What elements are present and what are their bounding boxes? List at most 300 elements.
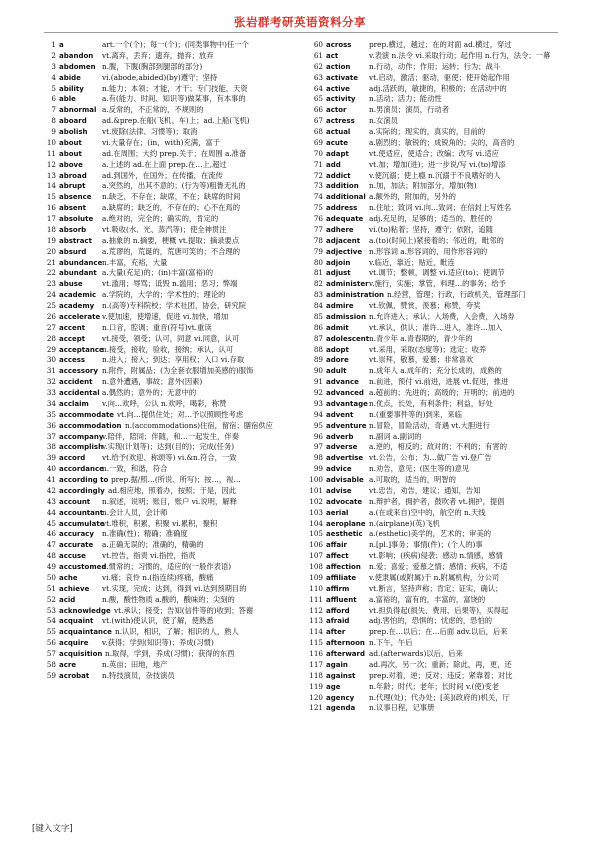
entry-definition: n.取得，学到，养成(习惯)；获得的东西 bbox=[105, 649, 235, 658]
entry-definition: n.下午，午后 bbox=[369, 638, 413, 648]
entry-word: afternoon bbox=[326, 639, 365, 648]
vocab-entry bbox=[309, 171, 565, 182]
entry-word: accidental bbox=[59, 389, 100, 397]
entry-definition: n.(accommodations)住宿，留宿；膳宿供应 bbox=[125, 420, 273, 430]
vocab-entry bbox=[42, 149, 298, 160]
vocab-entry bbox=[42, 529, 298, 540]
entry-definition: vi.(abode,abided)(by)遵守；坚持 bbox=[102, 72, 218, 82]
entry-word: achieve bbox=[59, 584, 90, 593]
entry-word: a bbox=[59, 41, 64, 49]
entry-word: action bbox=[326, 62, 351, 71]
entry-definition: a.超前的；先进的；高级的；开明的；前进的 bbox=[369, 388, 515, 397]
vocab-entry bbox=[42, 660, 298, 671]
entry-definition: n.认识，相识，了解；相识的人，熟人 bbox=[115, 627, 239, 637]
vocab-entry bbox=[309, 258, 565, 269]
entry-word: administer bbox=[326, 280, 369, 289]
entry-word: acrobat bbox=[59, 671, 90, 680]
entry-number: 10 bbox=[46, 137, 56, 147]
entry-definition: ad.(afterwards)以后，后来 bbox=[369, 649, 463, 658]
entry-word: accordance bbox=[59, 465, 104, 474]
entry-number: 62 bbox=[313, 61, 323, 71]
entry-number: 76 bbox=[313, 214, 323, 223]
entry-definition: n.劝告，意见；(医生等的)意见 bbox=[369, 464, 470, 474]
entry-word: accord bbox=[59, 454, 86, 463]
entry-number: 60 bbox=[313, 40, 323, 49]
vocab-entry bbox=[309, 51, 565, 62]
entry-definition: n.一致，和谐，符合 bbox=[102, 464, 168, 474]
entry-definition: vt.承认，供认；准许…进入，准许…加入 bbox=[369, 322, 503, 332]
entry-word: addition bbox=[326, 182, 359, 191]
vocab-entry bbox=[42, 519, 298, 530]
entry-number: 120 bbox=[309, 692, 323, 702]
entry-definition: a.逆的，相反的；敌对的；不利的；有害的 bbox=[369, 442, 508, 452]
entry-word: accompany bbox=[59, 432, 104, 441]
entry-definition: n.活动；活力；能动性 bbox=[369, 94, 442, 104]
entry-word: adjacent bbox=[326, 236, 361, 245]
entry-definition: vt.忠告，劝告，建议；通知，告知 bbox=[369, 485, 481, 495]
entry-number: 73 bbox=[313, 181, 323, 191]
entry-word: abuse bbox=[59, 280, 83, 289]
vocab-entry bbox=[42, 638, 298, 649]
vocab-entry bbox=[309, 627, 565, 638]
entry-word: accessory bbox=[59, 367, 98, 376]
entry-definition: v.使加速，使增速，促进 vi.加快，增加 bbox=[102, 311, 229, 321]
vocab-entry bbox=[309, 73, 565, 84]
vocab-entry bbox=[42, 105, 298, 116]
entry-definition: v.临近，靠近；贴近，毗连 bbox=[369, 257, 455, 267]
entry-word: advantage bbox=[326, 399, 368, 408]
entry-number: 72 bbox=[313, 170, 323, 180]
entry-number: 40 bbox=[46, 464, 56, 474]
entry-number: 75 bbox=[313, 203, 323, 213]
vocab-entry bbox=[309, 616, 565, 627]
entry-definition: vt.钦佩，赞赏，羡慕；称赞，夸奖 bbox=[369, 301, 481, 310]
entry-definition: n.加，加法；附加部分，增加(物) bbox=[369, 181, 477, 191]
entry-word: abrupt bbox=[59, 182, 86, 191]
entry-number: 101 bbox=[309, 485, 323, 495]
entry-word: act bbox=[326, 51, 339, 60]
entry-definition: n.女演员 bbox=[369, 116, 398, 126]
entry-definition: a.上述的 ad.在上面 prep.在…上,超过 bbox=[102, 159, 227, 169]
entry-definition: n.经营，管理；行政，行政机关，管理部门 bbox=[387, 290, 526, 300]
entry-number: 85 bbox=[313, 311, 323, 321]
vocab-entry bbox=[309, 345, 565, 356]
entry-definition: vt.向…提供住处；对…予以照顾性考虑 bbox=[117, 409, 244, 419]
entry-word: afford bbox=[326, 606, 350, 615]
entry-word: additional bbox=[326, 193, 366, 202]
entry-definition: v.向…欢呼，公认 n.欢呼，喝彩，称赞 bbox=[102, 398, 227, 408]
entry-number: 16 bbox=[46, 203, 56, 213]
entry-number: 42 bbox=[46, 485, 56, 495]
entry-definition: a.学院的，大学的；学术性的；理论的 bbox=[102, 290, 226, 300]
entry-definition: n.形容词 a.形容词的，用作形容词的 bbox=[369, 246, 488, 256]
entry-definition: vt.滥用；辱骂；诋毁 n.滥用；恶习；弊端 bbox=[102, 279, 238, 289]
entry-word: accommodate bbox=[59, 410, 115, 419]
entry-word: adjoin bbox=[326, 258, 351, 267]
vocab-entry bbox=[42, 116, 298, 127]
entry-word: affluent bbox=[326, 595, 357, 604]
entry-definition: n.意外遭遇，事故；意外(因素) bbox=[102, 377, 203, 387]
vocab-entry bbox=[309, 399, 565, 410]
entry-number: 117 bbox=[309, 659, 323, 669]
entry-definition: n.腹，下腹(胸部到腿部的部分) bbox=[102, 61, 203, 71]
entry-word: accountant bbox=[59, 508, 104, 517]
vocab-entry bbox=[309, 660, 565, 671]
vocab-entry bbox=[309, 442, 565, 453]
entry-number: 50 bbox=[46, 572, 56, 582]
entry-word: advise bbox=[326, 486, 352, 495]
entry-number: 100 bbox=[309, 475, 323, 484]
entry-number: 87 bbox=[313, 333, 323, 343]
vocab-entry bbox=[42, 399, 298, 410]
entry-number: 58 bbox=[46, 659, 56, 669]
entry-number: 24 bbox=[46, 290, 56, 300]
entry-number: 1 bbox=[51, 40, 56, 49]
vocabulary-column-right bbox=[309, 40, 565, 714]
entry-definition: adj.充足的，足够的；适当的，胜任的 bbox=[369, 214, 493, 223]
entry-word: about bbox=[59, 138, 82, 147]
entry-definition: vt.吸收(水、光、蒸汽等)；使全神贯注 bbox=[102, 224, 227, 234]
entry-number: 92 bbox=[313, 388, 323, 397]
entry-number: 65 bbox=[313, 94, 323, 104]
entry-word: abstract bbox=[59, 236, 92, 245]
entry-word: aesthetic bbox=[326, 530, 363, 539]
vocab-entry bbox=[309, 366, 565, 377]
entry-word: advanced bbox=[326, 389, 364, 397]
vocab-entry bbox=[42, 432, 298, 443]
entry-number: 43 bbox=[46, 496, 56, 506]
entry-number: 82 bbox=[313, 279, 323, 289]
entry-word: adhere bbox=[326, 225, 354, 234]
entry-number: 61 bbox=[313, 50, 323, 60]
vocab-entry bbox=[42, 247, 298, 258]
vocab-entry bbox=[309, 703, 565, 714]
entry-word: accustomed bbox=[59, 563, 107, 571]
entry-definition: vi.痛；哀怜 n.(指连续)疼痛，酸痛 bbox=[102, 572, 214, 582]
entry-definition: n.缺乏，不存在；缺席，不在；缺席的时间 bbox=[102, 192, 241, 202]
entry-definition: n.(重要事件等的)到来，来临 bbox=[369, 409, 462, 419]
vocab-entry bbox=[42, 171, 298, 182]
entry-word: abnormal bbox=[59, 106, 97, 115]
entry-definition: n.叙述，说明；账目，账户 vi.说明，解释 bbox=[102, 496, 237, 506]
entry-number: 102 bbox=[309, 496, 323, 506]
vocab-entry bbox=[42, 84, 298, 95]
entry-word: admit bbox=[326, 323, 349, 332]
vocab-entry bbox=[309, 192, 565, 203]
entry-word: again bbox=[326, 660, 348, 669]
vocab-entry bbox=[309, 432, 565, 443]
entry-word: accuracy bbox=[59, 530, 94, 539]
vocab-entry bbox=[309, 529, 565, 540]
vocab-entry bbox=[42, 312, 298, 323]
entry-number: 13 bbox=[46, 170, 56, 180]
entry-number: 107 bbox=[309, 551, 323, 561]
entry-number: 88 bbox=[313, 344, 323, 354]
entry-definition: a.(to)(时间上)紧接着的；邻近的，毗邻的 bbox=[369, 235, 504, 245]
entry-definition: n.能力；本领；才能，才干；专门技能，天资 bbox=[102, 83, 248, 93]
vocab-entry bbox=[42, 497, 298, 508]
entry-number: 119 bbox=[309, 681, 323, 691]
vocab-entry bbox=[42, 649, 298, 660]
entry-word: afterward bbox=[326, 650, 365, 658]
entry-number: 7 bbox=[51, 105, 56, 115]
entry-definition: a.缺席的；缺乏的，不存在的；心不在焉的 bbox=[102, 203, 241, 213]
entry-number: 8 bbox=[51, 116, 56, 126]
entry-number: 41 bbox=[46, 475, 56, 484]
vocab-entry bbox=[309, 355, 565, 366]
entry-word: able bbox=[59, 95, 76, 104]
vocab-entry bbox=[42, 388, 298, 399]
entry-definition: v.获得；学到(知识等)；养成(习惯) bbox=[102, 638, 214, 648]
entry-word: adjust bbox=[326, 269, 351, 278]
entry-word: aboard bbox=[59, 117, 87, 126]
entry-definition: vi.(to)粘着；坚持，遵守；依附，追随 bbox=[369, 224, 493, 234]
entry-word: admission bbox=[326, 312, 366, 321]
vocab-entry bbox=[309, 116, 565, 127]
entry-definition: a.(esthetic)美学的，艺术的；审美的 bbox=[369, 529, 491, 539]
entry-word: acquaint bbox=[59, 617, 94, 626]
vocab-entry bbox=[309, 693, 565, 704]
entry-word: against bbox=[326, 671, 356, 680]
entry-definition: n.特技演员，杂技演员 bbox=[102, 670, 175, 680]
entry-word: absorb bbox=[59, 225, 87, 234]
entry-number: 99 bbox=[313, 464, 323, 474]
entry-number: 81 bbox=[313, 268, 323, 278]
entry-number: 15 bbox=[46, 192, 56, 202]
entry-word: admire bbox=[326, 302, 354, 310]
entry-word: affair bbox=[326, 541, 347, 550]
entry-word: acquisition bbox=[59, 650, 103, 658]
entry-definition: vt.实现，完成；达到，得到 vi.达到预期目的 bbox=[102, 583, 247, 593]
vocab-entry bbox=[309, 682, 565, 693]
entry-definition: vt.给予(欢迎、称颂等) vi.&n.符合，一致 bbox=[102, 453, 237, 463]
entry-definition: ad.相应地，照着办，按照；于是，因此 bbox=[108, 485, 237, 495]
entry-number: 56 bbox=[46, 638, 56, 648]
entry-number: 121 bbox=[309, 703, 323, 713]
entry-word: add bbox=[326, 160, 341, 169]
entry-number: 38 bbox=[46, 442, 56, 452]
entry-number: 83 bbox=[313, 290, 323, 300]
entry-definition: prep.在…以后；在…后面 adv.以后，后来 bbox=[369, 627, 508, 637]
vocab-entry bbox=[42, 94, 298, 105]
entry-word: abdomen bbox=[59, 62, 96, 71]
entry-number: 103 bbox=[309, 507, 323, 517]
vocab-entry bbox=[42, 366, 298, 377]
entry-definition: n.口音，腔调；重音(符号)vt.重读 bbox=[102, 322, 212, 332]
entry-word: affiliate bbox=[326, 573, 357, 582]
entry-number: 89 bbox=[313, 355, 323, 365]
vocab-entry bbox=[309, 301, 565, 312]
vocab-entry bbox=[309, 40, 565, 51]
entry-definition: n.进入；接入；到达；享用权；入口 vi.存取 bbox=[102, 355, 245, 365]
entry-definition: n.接受，接收，验收，接纳；承认，认可 bbox=[102, 344, 234, 354]
vocab-entry bbox=[309, 638, 565, 649]
entry-number: 14 bbox=[46, 181, 56, 191]
vocab-entry bbox=[309, 421, 565, 432]
entry-word: across bbox=[326, 41, 352, 49]
entry-definition: a.有(能力、时间、知识等)做某事，有本事的 bbox=[102, 94, 246, 104]
entry-number: 34 bbox=[46, 398, 56, 408]
vocabulary-column-left bbox=[42, 40, 298, 682]
entry-word: accumulate bbox=[59, 519, 105, 528]
entry-word: adore bbox=[326, 356, 349, 365]
vocab-entry bbox=[42, 453, 298, 464]
entry-number: 21 bbox=[46, 257, 56, 267]
entry-number: 113 bbox=[309, 616, 323, 626]
entry-word: acclaim bbox=[59, 399, 89, 408]
vocab-entry bbox=[42, 355, 298, 366]
entry-definition: a.突然的，出其不意的；(行为等)粗鲁无礼的 bbox=[102, 181, 246, 191]
entry-number: 79 bbox=[313, 246, 323, 256]
entry-word: advice bbox=[326, 465, 352, 474]
entry-definition: n.会计人员，会计师 bbox=[102, 507, 168, 517]
entry-word: advisable bbox=[326, 476, 364, 484]
vocab-entry bbox=[42, 410, 298, 421]
entry-number: 115 bbox=[309, 638, 323, 648]
entry-definition: n.年龄；时代；老年；长时间 v.(使)变老 bbox=[369, 681, 500, 691]
document-header-title: 张岩群考研英语资料分享 bbox=[234, 15, 366, 29]
entry-definition: n.附件，附属品；(为全套衣服增加美感的)服饰 bbox=[102, 366, 254, 376]
entry-number: 57 bbox=[46, 649, 56, 658]
vocab-entry bbox=[309, 225, 565, 236]
entry-number: 116 bbox=[309, 649, 323, 658]
entry-definition: a.富裕的，富有的，丰富的，富饶的 bbox=[369, 594, 486, 604]
entry-word: active bbox=[326, 84, 350, 93]
entry-definition: a.大量(充足)的；(in)丰富(富裕)的 bbox=[102, 268, 214, 278]
vocab-entry bbox=[42, 62, 298, 73]
vocab-entry bbox=[309, 236, 565, 247]
entry-definition: n.冒险，冒险活动，奇遇 vt.大胆进行 bbox=[369, 420, 490, 430]
entry-number: 29 bbox=[46, 344, 56, 354]
entry-definition: art.一个(个)；每一(个)；(同类事物中)任一个 bbox=[102, 40, 249, 49]
vocab-entry bbox=[309, 410, 565, 421]
vocab-entry bbox=[309, 584, 565, 595]
vocab-entry bbox=[42, 236, 298, 247]
entry-word: acute bbox=[326, 138, 348, 147]
vocab-entry bbox=[42, 627, 298, 638]
vocab-entry bbox=[309, 334, 565, 345]
entry-word: adolescent bbox=[326, 334, 370, 343]
entry-number: 20 bbox=[46, 246, 56, 256]
entry-word: affirm bbox=[326, 584, 350, 593]
entry-definition: ad.在周围；大约 prep.关于；在周围 a.准备 bbox=[102, 148, 247, 158]
entry-definition: a.剧烈的；敏锐的；成锐角的；尖的，高音的 bbox=[369, 137, 515, 147]
entry-number: 111 bbox=[309, 594, 323, 604]
entry-number: 37 bbox=[46, 431, 56, 441]
entry-number: 90 bbox=[313, 366, 323, 376]
entry-word: actress bbox=[326, 117, 355, 126]
entry-number: 32 bbox=[46, 377, 56, 387]
entry-number: 17 bbox=[46, 214, 56, 223]
entry-definition: vt.废除(法律、习惯等)；取消 bbox=[102, 127, 198, 136]
entry-definition: a.抽象的 n.摘要，梗概 vt.提取；摘录要点 bbox=[102, 235, 240, 245]
entry-number: 114 bbox=[309, 627, 323, 637]
vocab-entry bbox=[309, 453, 565, 464]
entry-number: 44 bbox=[46, 507, 56, 517]
entry-number: 49 bbox=[46, 562, 56, 571]
vocab-entry bbox=[309, 551, 565, 562]
entry-definition: vt.采用，采取(态度等)；选定；收养 bbox=[369, 344, 487, 354]
entry-number: 86 bbox=[313, 322, 323, 332]
vocab-entry bbox=[42, 595, 298, 606]
entry-number: 35 bbox=[46, 409, 56, 419]
entry-word: actual bbox=[326, 128, 351, 136]
entry-definition: vt.影响；(疾病)侵袭；感动 n.情感，感情 bbox=[369, 551, 503, 561]
entry-number: 31 bbox=[46, 366, 56, 376]
vocab-entry bbox=[309, 138, 565, 149]
vocab-entry bbox=[309, 573, 565, 584]
entry-definition: vt.堆积，积累，积聚 vi.累积，聚积 bbox=[102, 518, 218, 528]
vocab-entry bbox=[42, 616, 298, 627]
vocab-entry bbox=[42, 181, 298, 192]
entry-definition: n.成年人 a.成年的；充分长成的，成熟的 bbox=[369, 366, 502, 376]
entry-definition: n.酸，酸性物质 a.酸的，酸味的；尖刻的 bbox=[102, 594, 235, 604]
entry-word: academy bbox=[59, 302, 95, 310]
entry-word: abroad bbox=[59, 171, 87, 180]
vocab-entry bbox=[42, 73, 298, 84]
entry-number: 11 bbox=[46, 148, 56, 158]
vocab-entry bbox=[309, 508, 565, 519]
entry-number: 110 bbox=[309, 583, 323, 593]
entry-definition: v.使沉溺；使上瘾 n.沉溺于不良嗜好的人 bbox=[369, 170, 501, 180]
entry-definition: v.使隶属(或附属)于 n.附属机构，分公司 bbox=[369, 572, 500, 582]
entry-definition: a.(在或来自)空中的，航空的 n.天线 bbox=[369, 507, 486, 517]
vocab-entry bbox=[42, 606, 298, 617]
entry-word: accuse bbox=[59, 552, 86, 561]
entry-definition: vt.断言，坚持声称；肯定；证实，确认； bbox=[369, 583, 503, 593]
entry-number: 2 bbox=[51, 50, 56, 60]
entry-word: ability bbox=[59, 84, 84, 93]
entry-definition: n.英亩；田地，地产 bbox=[102, 659, 168, 669]
entry-word: activity bbox=[326, 95, 356, 104]
entry-number: 109 bbox=[309, 572, 323, 582]
vocab-entry bbox=[309, 247, 565, 258]
entry-number: 63 bbox=[313, 72, 323, 82]
entry-definition: n.允许进入；承认；入场费，入会费，入场券 bbox=[369, 311, 515, 321]
entry-number: 106 bbox=[309, 540, 323, 550]
entry-word: adopt bbox=[326, 345, 349, 354]
entry-definition: adj.害怕的，恐惧的；忧虑的，恐怕的 bbox=[369, 616, 493, 626]
entry-word: agenda bbox=[326, 704, 356, 713]
entry-number: 91 bbox=[313, 377, 323, 387]
vocab-entry bbox=[309, 268, 565, 279]
vocab-entry bbox=[309, 62, 565, 73]
vocab-entry bbox=[309, 606, 565, 617]
entry-word: advocate bbox=[326, 497, 363, 506]
entry-word: abundant bbox=[59, 269, 97, 278]
vocab-entry bbox=[42, 540, 298, 551]
entry-number: 97 bbox=[313, 442, 323, 452]
entry-word: activate bbox=[326, 73, 358, 82]
entry-number: 66 bbox=[313, 105, 323, 115]
entry-word: academic bbox=[59, 291, 97, 300]
entry-number: 52 bbox=[46, 594, 56, 604]
entry-definition: a.实际的；现实的，真实的，目前的 bbox=[369, 127, 486, 136]
entry-word: adapt bbox=[326, 149, 349, 158]
footer-placeholder-text: [键入文字] bbox=[32, 824, 73, 834]
entry-word: acquaintance bbox=[59, 628, 112, 637]
entry-definition: vt.接受，领受；认可，同意 vi.同意，认可 bbox=[102, 333, 240, 343]
entry-word: accurate bbox=[59, 541, 94, 550]
entry-word: absurd bbox=[59, 247, 87, 256]
entry-number: 46 bbox=[46, 529, 56, 539]
entry-definition: a.正确无误的；准确的，精确的 bbox=[102, 540, 204, 550]
entry-definition: a.额外的，附加的，另外的 bbox=[369, 192, 456, 202]
entry-definition: n.副词 a.副词的 bbox=[369, 431, 422, 441]
vocab-entry bbox=[42, 203, 298, 214]
entry-word: abandon bbox=[59, 51, 94, 60]
entry-word: adequate bbox=[326, 215, 364, 223]
